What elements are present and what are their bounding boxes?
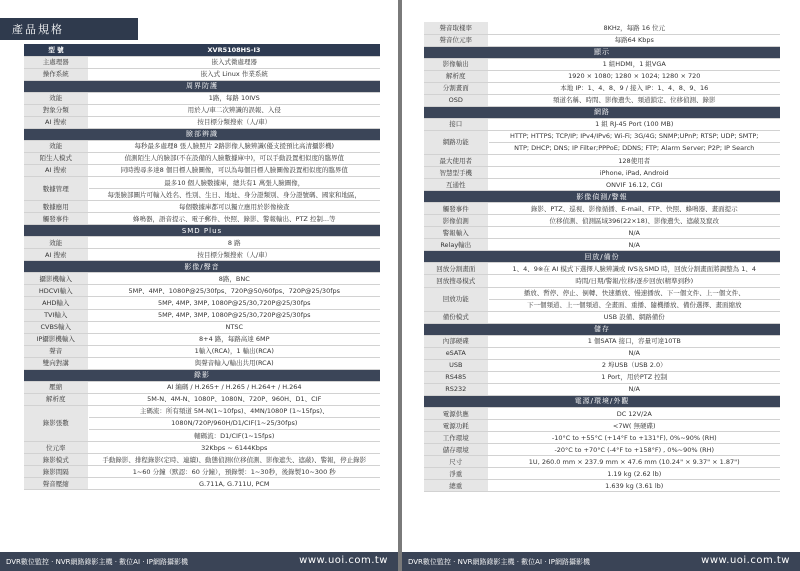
spec-value: 1U, 260.0 mm × 237.9 mm × 47.6 mm (10.24" × 9.37" × 1.87") [488,456,780,468]
spec-row [424,130,780,142]
spec-row [24,405,380,417]
spec-row [24,177,380,189]
spec-value: DC 12V/2A [488,408,780,420]
spec-value: 嵌入式微處理器 [88,56,380,68]
spec-value: NTP; DHCP; DNS; IP Filter;PPPoE; DDNS; FTP; Alarm Server; P2P; IP Search [488,142,780,154]
spec-label: 分割畫面 [424,82,488,94]
spec-value: 本地 IP：1、4、8、9 / 接入 IP：1、4、8、9、16 [488,82,780,94]
spec-row [424,371,780,383]
footer-website: www.uoi.com.tw [701,555,790,566]
spec-row [24,357,380,369]
spec-row [424,408,780,420]
spec-label: 網路功能 [424,130,488,154]
spec-label: 內部硬碟 [424,335,488,347]
spec-value: G.711A, G.711U, PCM [88,478,380,490]
spec-label: HDCVI輸入 [24,285,88,297]
section-header: 錄影 [24,369,380,381]
spec-label: 淨重 [424,468,488,480]
spec-value: 1輸入(RCA)，1 輸出(RCA) [88,345,380,357]
section-header: SMD Plus [24,225,380,237]
section-header-row [424,323,780,335]
spec-row [24,297,380,309]
spec-value: 與聲音輸入/輸出共用(RCA) [88,357,380,369]
spec-value: 下一個頻道、上一個頻道、全畫面、重播、隨機播放、備份選擇、畫面縮放 [488,299,780,311]
spec-value: 主碼流：所有頻道 5M-N(1~10fps)、4MN/1080P (1~15fps)、 [88,405,380,417]
spec-label: AI 搜索 [24,116,88,128]
spec-value: 1 個SATA 接口，容量可達10TB [488,335,780,347]
spec-label: 影像輸出 [424,58,488,70]
spec-value: HTTP; HTTPS; TCP/IP; IPv4/IPv6; Wi-Fi; 3G/4G; SNMP;UPnP; RTSP; UDP; SMTP; [488,130,780,142]
spec-label: 解析度 [424,70,488,82]
spec-label: 聲音 [24,345,88,357]
spec-label: 總重 [424,480,488,492]
spec-row [424,287,780,299]
spec-label: eSATA [424,347,488,359]
spec-label: RS232 [424,383,488,395]
spec-row [24,249,380,261]
spec-value: iPhone, iPad, Android [488,167,780,179]
spec-row [424,227,780,239]
spec-row [424,94,780,106]
spec-value: 8 路 [88,237,380,249]
section-header: 電源/環境/外觀 [424,395,780,407]
spec-label: 備份模式 [424,311,488,323]
spec-row [24,164,380,176]
spec-row [24,92,380,104]
section-header: 回放/備份 [424,251,780,263]
spec-value: 按目標分類搜索（人/車） [88,116,380,128]
spec-row [24,152,380,164]
spec-label: 工作環境 [424,432,488,444]
page-title-bar [0,18,138,40]
section-header-row [424,251,780,263]
spec-row [424,456,780,468]
spec-label: 壓縮 [24,381,88,393]
spec-row [424,179,780,191]
spec-row [24,321,380,333]
spec-row [24,140,380,152]
section-header: 周界防護 [24,80,380,92]
spec-value: XVR5108HS-I3 [88,44,380,56]
spec-label: 效能 [24,237,88,249]
spec-value: 每張臉部圖片可輸入姓名、性別、生日、地址、身分證類別、身分證號碼、國家和地區， [88,189,380,201]
spec-row [424,480,780,492]
spec-row [24,201,380,213]
section-header-row [24,128,380,140]
spec-label: 影像偵測 [424,215,488,227]
spec-value: 每路64 Kbps [488,34,780,46]
spec-label: 錄影模式 [24,454,88,466]
spec-value: 5M-N、4M-N、1080P、1080N、720P、960H、D1、CIF [88,393,380,405]
section-header-row [24,80,380,92]
spec-label: 雙向對講 [24,357,88,369]
spec-value: 1 Port，用於PTZ 控制 [488,371,780,383]
spec-value: 1、4、9※在 AI 模式下選擇人臉辨識或 IVS＆SMD 時，回放分割畫面將調整為 1、4 [488,263,780,275]
section-header-row [424,106,780,118]
spec-label: 對象分類 [24,104,88,116]
spec-row [424,155,780,167]
spec-value: AI 編碼 / H.265+ / H.265 / H.264+ / H.264 [88,381,380,393]
spec-value: N/A [488,347,780,359]
spec-row [424,383,780,395]
section-header: 儲存 [424,323,780,335]
spec-label: 解析度 [24,393,88,405]
spec-value: 1920 × 1080; 1280 × 1024; 1280 × 720 [488,70,780,82]
spec-label: Relay輸出 [424,239,488,251]
spec-row [424,22,780,34]
section-header-row [424,191,780,203]
spec-value: 1080N/720P/960H/D1/CIF(1~25/30fps) [88,417,380,429]
section-header: 影像/聲音 [24,261,380,273]
spec-label: 聲音取樣率 [424,22,488,34]
spec-row [24,442,380,454]
spec-value: 1路，每路 10IVS [88,92,380,104]
spec-label: AI 搜索 [24,164,88,176]
spec-value: 同時搜尋多達8 個目標人臉圖像，可以為每個目標人臉圖像設置相似度的臨界值 [88,164,380,176]
spec-row [24,466,380,478]
spec-label: AI 搜索 [24,249,88,261]
spec-row [24,381,380,393]
spec-label: 回放分割畫面 [424,263,488,275]
spec-label: 錄影間隔 [24,466,88,478]
spec-label: 觸發事件 [24,213,88,225]
spec-value: N/A [488,383,780,395]
section-header-row [424,46,780,58]
spec-value: 1 組 RJ-45 Port (100 MB) [488,118,780,130]
spec-value: 5MP、4MP、1080P@25/30fps、720P@50/60fps、720P@25/30fps [88,285,380,297]
spec-value: 按目標分類搜索（人/車） [88,249,380,261]
spec-label: AHD輸入 [24,297,88,309]
section-header: 臉部辨識 [24,128,380,140]
spec-row [424,263,780,275]
spec-row [424,70,780,82]
spec-label: 效能 [24,140,88,152]
spec-row [24,454,380,466]
footer-left [0,552,398,571]
spec-row [424,118,780,130]
spec-label: 回放功能 [424,287,488,311]
spec-value: NTSC [88,321,380,333]
spec-label: 電源功耗 [424,420,488,432]
spec-value: 8+4 路，每路高達 6MP [88,333,380,345]
spec-label: 位元率 [24,442,88,454]
spec-value: 8KHz，每路 16 位元 [488,22,780,34]
spec-row [424,58,780,70]
spec-row [24,393,380,405]
spec-label: 尺寸 [424,456,488,468]
section-header-row [24,261,380,273]
spec-label: 主處理器 [24,56,88,68]
spec-label: 互通性 [424,179,488,191]
footer-right [402,552,800,571]
spec-row [24,285,380,297]
spec-label: 回放搜尋模式 [424,275,488,287]
spec-label: 智慧型手機 [424,167,488,179]
spec-value: 128使用者 [488,155,780,167]
section-header-row [24,369,380,381]
spec-label: OSD [424,94,488,106]
spec-value: 8路，BNC [88,273,380,285]
spec-row [24,333,380,345]
spec-row [424,444,780,456]
spec-value: 2 埠USB（USB 2.0） [488,359,780,371]
spec-row [424,275,780,287]
spec-value: ONVIF 16.12, CGI [488,179,780,191]
spec-value: 頻道名稱、時間、影像遺失、頻道鎖定、位移偵測、錄影 [488,94,780,106]
spec-row [24,116,380,128]
spec-label: 聲音壓縮 [24,478,88,490]
spec-value: 1.19 kg (2.62 lb) [488,468,780,480]
right-page [402,0,800,571]
spec-label: 警報輸入 [424,227,488,239]
spec-row [424,167,780,179]
spec-row [424,335,780,347]
spec-value: <7W( 無硬碟) [488,420,780,432]
spec-value: 蜂鳴器，語音提示、電子郵件、快照、錄影、警報輸出、PTZ 控制...等 [88,213,380,225]
spec-value: 每個數據庫都可以獨立應用於影像檢查 [88,201,380,213]
spec-label: 操作系統 [24,68,88,80]
spec-row [24,56,380,68]
spec-row [24,104,380,116]
spec-value: 位移偵測、偵測區域396(22×18)、影像遺失、遮蔽及竄改 [488,215,780,227]
spec-value: 5MP, 4MP, 3MP, 1080P@25/30,720P@25/30fps [88,297,380,309]
spec-value: 播放、暫停、停止、倒轉、快速播放、慢速播放、下一個文件、上一個文件、 [488,287,780,299]
spec-row [424,468,780,480]
spec-table-left [24,44,380,490]
spec-value: -10°C to +55°C (+14°F to +131°F), 0%~90% (RH) [488,432,780,444]
spec-label: IP攝影機輸入 [24,333,88,345]
spec-label: 效能 [24,92,88,104]
spec-row [24,273,380,285]
spec-label: 錄影張數 [24,405,88,441]
spec-label: 數據應用 [24,201,88,213]
spec-row [424,239,780,251]
spec-row [424,34,780,46]
spec-value: N/A [488,239,780,251]
spec-row [424,203,780,215]
left-page [0,0,398,571]
spec-row [424,432,780,444]
spec-row [424,82,780,94]
spec-value: 1 組HDMI，1 組VGA [488,58,780,70]
section-header: 顯示 [424,46,780,58]
spec-value: N/A [488,227,780,239]
spec-value: 32Kbps ~ 6144Kbps [88,442,380,454]
spec-value: -20°C to +70°C (-4°F to +158°F) , 0%~90% (RH) [488,444,780,456]
spec-label: 電源供應 [424,408,488,420]
spec-row [424,311,780,323]
spec-value: 時間/日期/警報/位移/逐步回放(精準到秒) [488,275,780,287]
spec-label: 最大使用者 [424,155,488,167]
spec-row [24,345,380,357]
section-header-row [424,395,780,407]
page-title: 產品規格 [12,23,64,36]
spec-label: 型 號 [24,44,88,56]
model-row [24,44,380,56]
spec-label: 觸發事件 [424,203,488,215]
spec-label: 陌生人模式 [24,152,88,164]
spec-label: RS485 [424,371,488,383]
spec-value: 手動錄影、排程錄影(定時、連續)、動態偵測(位移偵測、影像遮失、遮蔽)、警報，停止錄影 [88,454,380,466]
footer-tagline: DVR數位監控 · NVR網路錄影主機 · 數位AI · IP網路攝影機 [408,558,590,566]
spec-value: 嵌入式 Linux 作業系統 [88,68,380,80]
spec-value: 偵測陌生人的臉部(不在設備的人臉數據庫中)，可以手動設置相似度的臨界值 [88,152,380,164]
spec-value: USB 設備、網路備份 [488,311,780,323]
section-header-row [24,225,380,237]
spec-label: USB [424,359,488,371]
spec-row [24,309,380,321]
spec-label: 接口 [424,118,488,130]
spec-row [24,237,380,249]
spec-label: 攝影機輸入 [24,273,88,285]
spec-label: 聲音位元率 [424,34,488,46]
spec-value: 錄影、PTZ、巡視、影像循播、E-mail、FTP、快照、蜂鳴器、畫面提示 [488,203,780,215]
spec-row [424,215,780,227]
footer-tagline: DVR數位監控 · NVR網路錄影主機 · 數位AI · IP網路攝影機 [6,558,188,566]
footer-website: www.uoi.com.tw [299,555,388,566]
spec-row [24,68,380,80]
spec-table-right [424,22,780,492]
spec-value: 1~60 分鐘（默認：60 分鐘），預錄製：1~30秒，後錄製10~300 秒 [88,466,380,478]
spec-value: 用於人/車二次辨識的誤報、入侵 [88,104,380,116]
spec-value: 最多10 個人臉數據庫，總共有1 萬張人臉圖像， [88,177,380,189]
section-header: 影像偵測/警報 [424,191,780,203]
spec-label: TVI輸入 [24,309,88,321]
spec-value: 1.639 kg (3.61 lb) [488,480,780,492]
spec-value: 每秒最多處理8 張人臉照片 2路影像人臉辨識(優支援預比高清攝影機) [88,140,380,152]
spec-label: 儲存環境 [424,444,488,456]
spec-value: 5MP, 4MP, 3MP, 1080P@25/30,720P@25/30fps [88,309,380,321]
spec-value: 輔碼流：D1/CIF(1~15fps) [88,430,380,442]
section-header: 網路 [424,106,780,118]
spec-row [424,359,780,371]
spec-label: CVBS輸入 [24,321,88,333]
spec-row [424,420,780,432]
spec-row [24,213,380,225]
spec-row [24,478,380,490]
spec-row [424,347,780,359]
spec-label: 數據管理 [24,177,88,201]
